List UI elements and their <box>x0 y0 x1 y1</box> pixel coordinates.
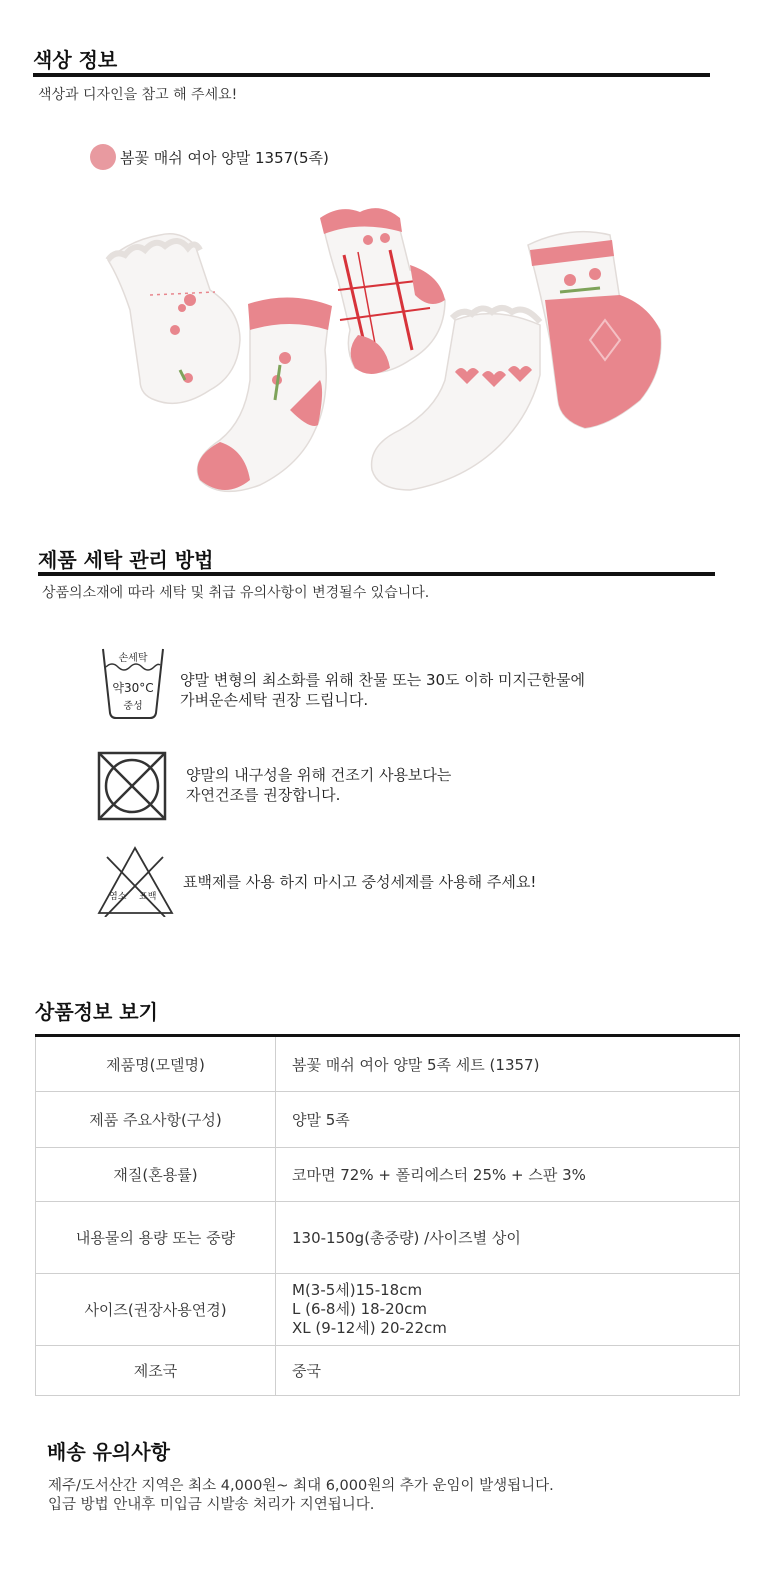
dry-instruction-line2: 자연건조를 권장합니다. <box>186 786 341 804</box>
row-key-product-name: 제품명(모델명) <box>36 1036 276 1092</box>
product-info-table <box>35 1034 740 1396</box>
dry-instruction-line1: 양말의 내구성을 위해 건조기 사용보다는 <box>186 766 452 784</box>
size-line-m: M(3-5세)15-18cm <box>292 1281 423 1299</box>
wash-instruction-line1: 양말 변형의 최소화를 위해 찬물 또는 30도 이하 미지근한물에 <box>180 671 585 689</box>
row-key-size: 사이즈(권장사용연경) <box>36 1274 276 1346</box>
no-bleach-icon <box>97 845 174 917</box>
table-row <box>36 1036 740 1092</box>
shipping-note-line2: 입금 방법 안내후 미입금 시발송 처리가 지연됩니다. <box>48 1497 375 1513</box>
product-info-title: 상품정보 보기 <box>35 1000 158 1024</box>
row-value-components: 양말 5족 <box>276 1092 740 1148</box>
shipping-note-line1: 제주/도서산간 지역은 최소 4,000원~ 최대 6,000원의 추가 운임이 발생됩니다. <box>48 1478 554 1494</box>
row-value-product-name: 봄꽃 매쉬 여아 양말 5족 세트 (1357) <box>276 1036 740 1092</box>
hand-wash-temp: 약30°C <box>112 681 154 695</box>
row-value-size <box>276 1274 740 1346</box>
table-row <box>36 1148 740 1202</box>
color-section-title: 색상 정보 <box>33 48 118 72</box>
row-key-components: 제품 주요사항(구성) <box>36 1092 276 1148</box>
size-line-xl: XL (9-12세) 20-22cm <box>292 1319 447 1337</box>
table-row <box>36 1202 740 1274</box>
color-swatch-label: 봄꽃 매쉬 여아 양말 1357(5족) <box>120 149 329 167</box>
table-row <box>36 1092 740 1148</box>
shipping-title: 배송 유의사항 <box>47 1440 170 1464</box>
row-value-material: 코마면 72% + 폴리에스터 25% + 스판 3% <box>276 1148 740 1202</box>
row-key-weight: 내용물의 용량 또는 중량 <box>36 1202 276 1274</box>
table-row <box>36 1346 740 1396</box>
color-section-divider <box>33 73 710 77</box>
sock-white-flower-1 <box>108 234 240 404</box>
row-value-origin: 중국 <box>276 1346 740 1396</box>
sock-pink-foot <box>528 232 661 428</box>
color-swatch <box>90 144 116 170</box>
no-bleach-label-chlorine: 염소 <box>109 892 127 902</box>
care-section-subtitle: 상품의소재에 따라 세탁 및 취급 유의사항이 변경될수 있습니다. <box>42 585 430 601</box>
hand-wash-detergent: 중성 <box>123 701 143 712</box>
hand-wash-label: 손세탁 <box>118 653 148 664</box>
no-bleach-label-bleach: 표백 <box>139 892 157 902</box>
row-key-origin: 제조국 <box>36 1346 276 1396</box>
care-section-divider <box>38 572 715 576</box>
wash-instruction-line2: 가벼운손세탁 권장 드립니다. <box>180 691 369 709</box>
size-line-l: L (6-8세) 18-20cm <box>292 1300 428 1318</box>
row-value-weight: 130-150g(총중량) /사이즈별 상이 <box>276 1202 740 1274</box>
no-tumble-dry-icon <box>97 751 167 821</box>
sock-red-plaid <box>320 208 445 374</box>
hand-wash-icon <box>100 645 166 720</box>
care-section-title: 제품 세탁 관리 방법 <box>38 548 214 572</box>
row-key-material: 재질(혼용률) <box>36 1148 276 1202</box>
table-row <box>36 1274 740 1346</box>
color-section-subtitle: 색상과 디자인을 참고 해 주세요! <box>38 87 238 103</box>
socks-product-image <box>100 200 680 500</box>
bleach-instruction: 표백제를 사용 하지 마시고 중성세제를 사용해 주세요! <box>183 873 537 891</box>
